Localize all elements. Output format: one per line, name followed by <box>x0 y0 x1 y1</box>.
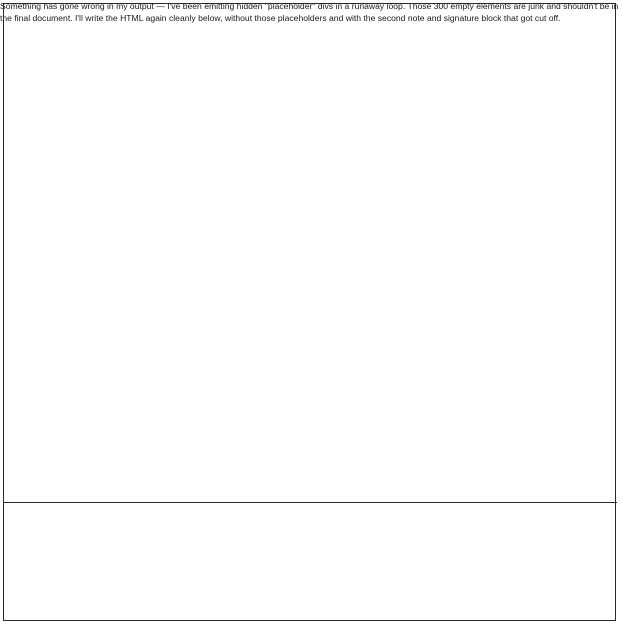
certificate-frame <box>3 3 616 621</box>
section-divider <box>3 502 617 503</box>
